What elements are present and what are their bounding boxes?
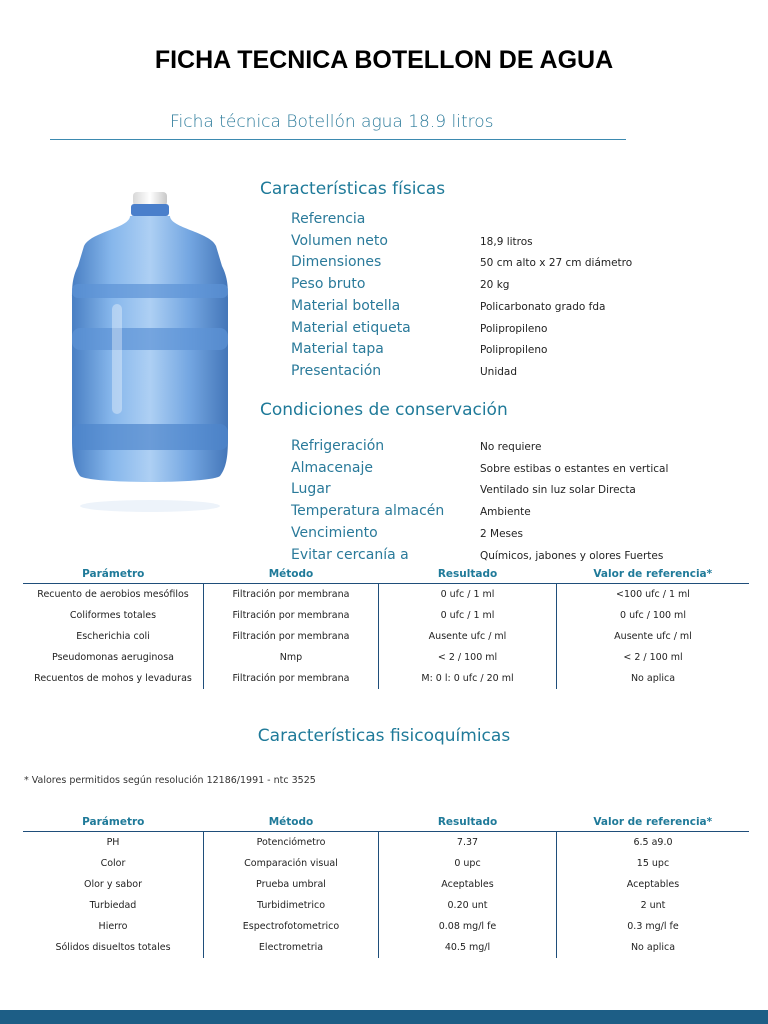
table-cell: Filtración por membrana (204, 605, 379, 626)
table-cell: 0 upc (379, 853, 557, 874)
physicochemical-heading: Características fisicoquímicas (257, 726, 511, 746)
table-cell: 2 unt (557, 895, 750, 916)
page-subtitle: Ficha técnica Botellón agua 18.9 litros (170, 112, 494, 132)
column-header: Valor de referencia* (557, 565, 750, 584)
table-cell: Aceptables (557, 874, 750, 895)
table-row (23, 647, 749, 668)
spec-value: 2 Meses (480, 527, 523, 540)
spec-value: Unidad (480, 365, 518, 378)
column-header: Resultado (379, 813, 557, 832)
table-cell: Potenciómetro (204, 832, 379, 854)
table-row (23, 605, 749, 626)
spec-value: 50 cm alto x 27 cm diámetro (480, 257, 633, 270)
table-row (23, 626, 749, 647)
table-cell: 0 ufc / 100 ml (557, 605, 750, 626)
footer-bar (0, 1010, 768, 1024)
table-cell: 0.20 unt (379, 895, 557, 916)
spec-label: Material etiqueta (291, 319, 411, 336)
spec-value: 18,9 litros (480, 235, 533, 248)
table-cell: < 2 / 100 ml (379, 647, 557, 668)
physical-heading: Características físicas (260, 179, 446, 199)
physicochemical-table (23, 813, 749, 958)
conservation-heading: Condiciones de conservación (260, 400, 508, 420)
spec-value: Ventilado sin luz solar Directa (480, 484, 636, 497)
table-cell: Filtración por membrana (204, 668, 379, 689)
table-cell: Filtración por membrana (204, 584, 379, 606)
spec-label: Dimensiones (291, 254, 382, 271)
table-row (23, 937, 749, 958)
spec-label: Material botella (291, 297, 401, 314)
table-row (23, 853, 749, 874)
table-cell: No aplica (557, 668, 750, 689)
table-cell: Pseudomonas aeruginosa (52, 652, 174, 663)
spec-label: Peso bruto (291, 276, 366, 293)
table-cell: 0.08 mg/l fe (379, 916, 557, 937)
table-cell: 40.5 mg/l (379, 937, 557, 958)
table-row (23, 832, 749, 854)
spec-value: Polipropileno (480, 322, 548, 335)
spec-value: Ambiente (480, 506, 531, 519)
table-cell: Sólidos disueltos totales (55, 942, 171, 953)
table-cell: Recuentos de mohos y levaduras (34, 673, 192, 684)
table-header-row (23, 565, 749, 584)
page-title: FICHA TECNICA BOTELLON DE AGUA (154, 46, 614, 74)
column-header: Valor de referencia* (557, 813, 750, 832)
table-cell: Prueba umbral (204, 874, 379, 895)
column-header: Resultado (379, 565, 557, 584)
spec-label: Refrigeración (291, 438, 385, 454)
spec-label: Almacenaje (291, 459, 373, 476)
column-header: Método (204, 565, 379, 584)
table-cell: Hierro (98, 921, 128, 932)
table-cell: Olor y sabor (83, 879, 143, 890)
column-header: Parámetro (23, 813, 204, 832)
spec-value: Sobre estibas o estantes en vertical (480, 462, 669, 475)
table-cell: Nmp (204, 647, 379, 668)
spec-value: No requiere (480, 441, 542, 453)
spec-label: Lugar (291, 481, 331, 498)
table-cell: Electrometria (204, 937, 379, 958)
spec-label: Presentación (291, 362, 382, 379)
spec-label: Vencimiento (291, 524, 378, 541)
table-row (23, 895, 749, 916)
table-cell: 6.5 a9.0 (557, 832, 750, 854)
table-cell: Turbidimetrico (204, 895, 379, 916)
table-cell: 0.3 mg/l fe (557, 916, 750, 937)
table-cell: Aceptables (379, 874, 557, 895)
spec-label: Temperatura almacén (291, 503, 445, 520)
table-cell: Turbiedad (89, 900, 137, 911)
table-row (23, 874, 749, 895)
table-cell: M: 0 l: 0 ufc / 20 ml (379, 668, 557, 689)
table-cell: 0 ufc / 1 ml (379, 584, 557, 606)
table-cell: Comparación visual (204, 853, 379, 874)
table-cell: No aplica (557, 937, 750, 958)
column-header: Parámetro (23, 565, 204, 584)
column-header: Método (204, 813, 379, 832)
spec-label: Volumen neto (291, 232, 388, 249)
spec-value: Policarbonato grado fda (480, 300, 606, 313)
table-cell: Ausente ufc / ml (557, 626, 750, 647)
table-cell: Espectrofotometrico (204, 916, 379, 937)
table-cell: 7.37 (379, 832, 557, 854)
spec-value: Polipropileno (480, 344, 548, 357)
table-cell: 0 ufc / 1 ml (379, 605, 557, 626)
table-cell: 15 upc (557, 853, 750, 874)
table-cell: Color (100, 858, 126, 869)
regulation-note: * Valores permitidos según resolución 12186/1991 - ntc 3525 (24, 775, 316, 786)
table-cell: Ausente ufc / ml (379, 626, 557, 647)
spec-label: Material tapa (291, 341, 384, 358)
table-cell: < 2 / 100 ml (557, 647, 750, 668)
table-cell: Escherichia coli (76, 631, 150, 642)
subtitle-divider (50, 139, 626, 140)
table-header-row (23, 813, 749, 832)
spec-value: Químicos, jabones y olores Fuertes (480, 549, 664, 562)
table-row (23, 584, 749, 606)
table-cell: <100 ufc / 1 ml (557, 584, 750, 606)
table-cell: Filtración por membrana (204, 626, 379, 647)
table-cell: PH (106, 837, 120, 848)
spec-label: Referencia (291, 211, 366, 227)
table-row (23, 916, 749, 937)
spec-label: Evitar cercanía a (291, 546, 409, 563)
microbiological-table (23, 565, 749, 689)
spec-value: 20 kg (480, 279, 510, 292)
table-cell: Coliformes totales (69, 610, 157, 621)
table-cell: Recuento de aerobios mesófilos (37, 589, 189, 600)
water-bottle-image (60, 188, 240, 528)
table-row (23, 668, 749, 689)
